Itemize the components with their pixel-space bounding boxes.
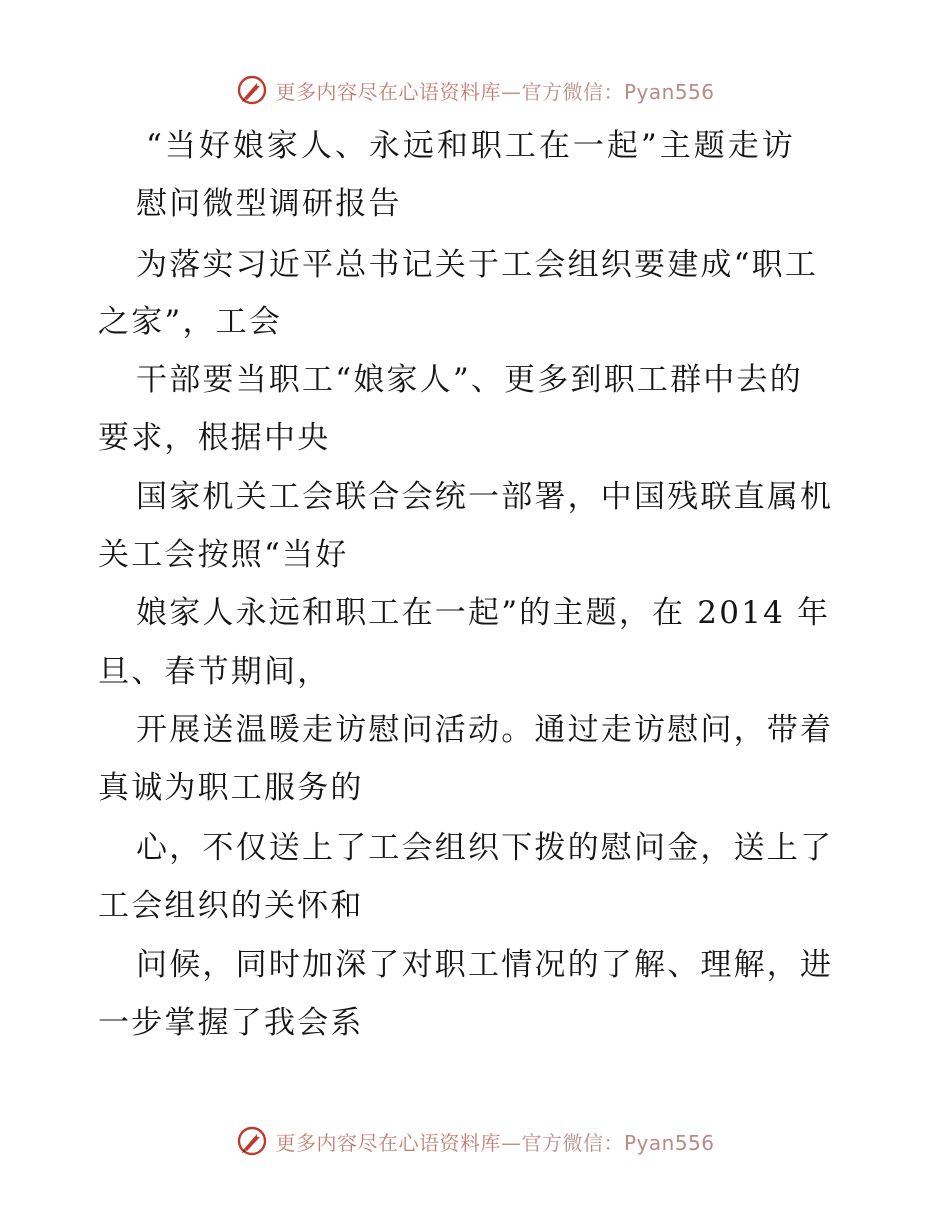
footer-watermark [0, 1121, 950, 1161]
paragraph-line: 一步掌握了我会系 [98, 1005, 364, 1041]
watermark-separator: — [500, 79, 522, 104]
paragraph-line: 工会组织的关怀和 [98, 888, 364, 924]
watermark-wechat-label: 官方微信： [521, 1130, 624, 1155]
paragraph-line: 开展送温暖走访慰问活动。通过走访慰问，带着 [136, 712, 834, 748]
paragraph-line: 关工会按照“当好 [98, 537, 349, 573]
watermark-brand: 更多内容尽在心语资料库 [275, 1130, 501, 1155]
pen-logo-icon [235, 73, 269, 107]
paragraph-line: 国家机关工会联合会统一部署，中国残联直属机 [136, 479, 834, 515]
header-watermark [0, 70, 950, 110]
document-title-line-1: “当好娘家人、永远和职工在一起”主题走访 [146, 128, 796, 164]
watermark-wechat-id: Pyan556 [623, 79, 715, 104]
watermark-separator: — [500, 1130, 522, 1155]
document-title-line-2: 慰问微型调研报告 [136, 186, 402, 222]
pen-logo-icon [235, 1124, 269, 1158]
paragraph-line: 为落实习近平总书记关于工会组织要建成“职工 [136, 247, 819, 283]
watermark-text [275, 76, 714, 105]
paragraph-line: 真诚为职工服务的 [98, 770, 364, 806]
paragraph-line: 要求，根据中央 [98, 420, 331, 456]
watermark-wechat-id: Pyan556 [623, 1130, 715, 1155]
paragraph-line: 娘家人永远和职工在一起”的主题，在 2014 年 [136, 595, 831, 631]
paragraph-line: 干部要当职工“娘家人”、更多到职工群中去的 [136, 362, 803, 398]
paragraph-line: 之家”，工会 [98, 304, 283, 340]
watermark-brand: 更多内容尽在心语资料库 [275, 79, 501, 104]
watermark-wechat-label: 官方微信： [521, 79, 624, 104]
paragraph-line: 旦、春节期间， [98, 654, 331, 690]
paragraph-line: 心，不仅送上了工会组织下拨的慰问金，送上了 [136, 830, 834, 866]
watermark-text [275, 1127, 714, 1156]
paragraph-line: 问候，同时加深了对职工情况的了解、理解，进 [136, 947, 834, 983]
